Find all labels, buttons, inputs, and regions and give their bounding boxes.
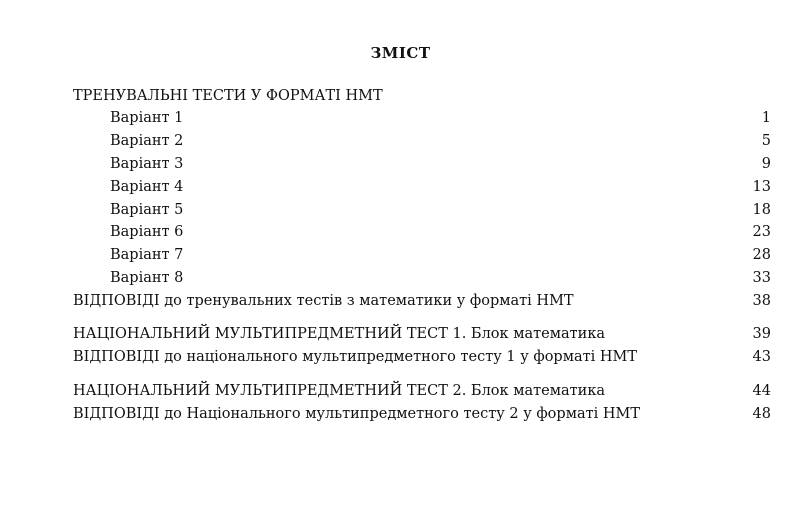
toc-row-label: НАЦІОНАЛЬНИЙ МУЛЬТИПРЕДМЕТНИЙ ТЕСТ 1. Блок математика	[73, 326, 606, 342]
toc-row-variant-6	[73, 222, 771, 242]
toc-row-page-number: 9	[761, 156, 771, 172]
toc-row-label: Варіант 7	[110, 247, 184, 263]
toc-row-page-number: 5	[761, 133, 771, 149]
toc-row-national-test-2	[73, 381, 771, 401]
toc-row-variant-4	[73, 177, 771, 197]
toc-row-page-number: 44	[752, 383, 771, 399]
toc-row-page-number: 38	[752, 293, 771, 309]
toc-row-variant-2	[73, 131, 771, 151]
toc-row-answers-training	[73, 291, 771, 311]
toc-row-variant-5	[73, 200, 771, 220]
toc-row-label: Варіант 6	[110, 224, 184, 240]
toc-row-page-number: 28	[752, 247, 771, 263]
toc-row-label: Варіант 5	[110, 202, 184, 218]
toc-title: ЗМІСТ	[370, 44, 431, 62]
toc-row-variant-3	[73, 154, 771, 174]
toc-row-variant-7	[73, 245, 771, 265]
toc-row-label: ВІДПОВІДІ до тренувальних тестів з математики у форматі НМТ	[73, 293, 574, 309]
toc-row-page-number: 23	[752, 224, 771, 240]
toc-row-label: Варіант 3	[110, 156, 184, 172]
toc-row-page-number: 18	[752, 202, 771, 218]
toc-row-page-number: 33	[752, 270, 771, 286]
toc-row-answers-national-test-2	[73, 404, 771, 424]
toc-row-label: Варіант 2	[110, 133, 184, 149]
toc-row-page-number: 39	[752, 326, 771, 342]
toc-row-answers-national-test-1	[73, 347, 771, 367]
toc-row-variant-1	[73, 108, 771, 128]
toc-row-label: Варіант 4	[110, 179, 184, 195]
toc-row-label: ВІДПОВІДІ до національного мультипредметного тесту 1 у форматі НМТ	[73, 349, 638, 365]
toc-row-label: ВІДПОВІДІ до Національного мультипредметного тесту 2 у форматі НМТ	[73, 406, 641, 422]
section-heading-training-tests: ТРЕНУВАЛЬНІ ТЕСТИ У ФОРМАТІ НМТ	[73, 88, 383, 104]
toc-row-variant-8	[73, 268, 771, 288]
toc-row-national-test-1	[73, 324, 771, 344]
toc-row-page-number: 48	[752, 406, 771, 422]
toc-row-label: Варіант 1	[110, 110, 184, 126]
toc-row-page-number: 13	[752, 179, 771, 195]
toc-row-page-number: 43	[752, 349, 771, 365]
toc-row-label: НАЦІОНАЛЬНИЙ МУЛЬТИПРЕДМЕТНИЙ ТЕСТ 2. Блок математика	[73, 383, 606, 399]
toc-row-page-number: 1	[761, 110, 771, 126]
toc-row-label: Варіант 8	[110, 270, 184, 286]
